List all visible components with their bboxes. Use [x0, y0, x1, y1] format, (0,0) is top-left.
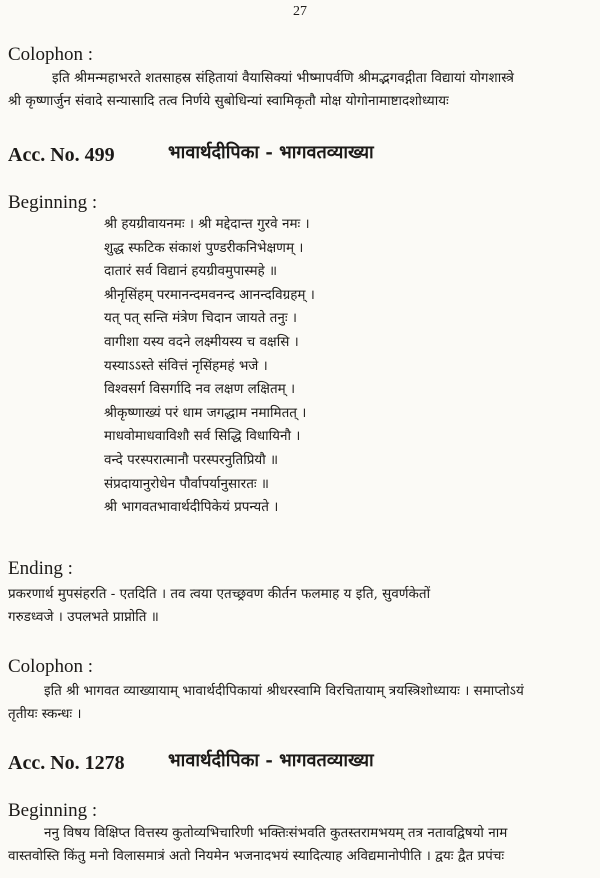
acc-title: भावार्थदीपिका - भागवतव्याख्या	[168, 750, 374, 771]
verse-line: यत् पत् सन्ति मंत्रेण चिदान जायते तनुः ।	[104, 310, 297, 327]
colophon-line: इति श्रीमन्महाभरते शतसाहस्र संहितायां वैयासिक्यां भीष्मापर्वणि श्रीमद्भगवद्गीता विद्यायां योगशास्त्रे	[52, 70, 514, 86]
verse-line: दातारं सर्व विद्यानं हयग्रीवमुपास्महे ॥	[104, 263, 278, 280]
verse-block	[104, 213, 315, 520]
acc-number: Acc. No. 499	[8, 144, 115, 166]
verse-line: श्री हयग्रीवायनमः । श्री मद्देदान्त गुरवे नमः ।	[104, 216, 310, 232]
verse-line: श्री भागवतभावार्थदीपिकेयं प्रपन्यते ।	[104, 499, 279, 516]
colophon-line: इति श्री भागवत व्याख्यायाम् भावार्थदीपिकायां श्रीधरस्वामि विरचितायाम् त्रयस्त्रिशोध्यायः । समाप्तोऽयं	[44, 683, 524, 699]
verse-line: वागीशा यस्य वदने लक्ष्मीयस्य च वक्षसि ।	[104, 333, 299, 350]
acc-number: Acc. No. 1278	[8, 752, 125, 774]
ending-line: गरुडध्वजे । उपलभते प्राप्नोति ॥	[8, 609, 159, 625]
verse-line: विश्वसर्ग विसर्गादि नव लक्षण लक्षितम् ।	[104, 381, 296, 398]
verse-line: संप्रदायानुरोधेन पौर्वापर्यानुसारतः ॥	[104, 475, 269, 492]
verse-line: माधवोमाधवाविशौ सर्व सिद्धि विधायिनौ ।	[104, 428, 301, 445]
acc-title: भावार्थदीपिका - भागवतव्याख्या	[168, 142, 374, 163]
beginning-line: ननु विषय विक्षिप्त वित्तस्य कुतोव्यभिचारिणी भक्तिःसंभवति कुतस्तरामभयम् तत्र नतावद्विषयो नाम	[44, 825, 508, 841]
verse-line: श्रीकृष्णाख्यं परं धाम जगद्धाम नमामितत् ।	[104, 404, 307, 421]
beginning-line: वास्तवोस्ति किंतु मनो विलासमात्रं अतो नियमेन भजनादभयं स्यादित्याह अविद्यमानोपीति । द्वयः द्वैत प्रपंचः	[8, 848, 505, 864]
ending-line: प्रकरणार्थ मुपसंहरति - एतदिति । तव त्वया एतच्छ्रवण कीर्तन फलमाह य इति, सुवर्णकेतों	[8, 586, 431, 602]
colophon-label: Colophon :	[8, 44, 93, 65]
colophon-line: श्री कृष्णार्जुन संवादे सन्यासादि तत्व निर्णये सुबोधिन्यां स्वामिकृतौ मोक्ष योगोनामाष्टादशोध्यायः	[8, 93, 449, 109]
beginning-label: Beginning :	[8, 192, 98, 213]
beginning-label: Beginning :	[8, 800, 98, 821]
page-number: 27	[293, 4, 307, 19]
verse-line: यस्याऽऽस्ते संवित्तं नृसिंहमहं भजे ।	[104, 357, 268, 374]
verse-line: श्रीनृसिंहम् परमानन्दमवनन्द आनन्दविग्रहम् ।	[104, 286, 315, 303]
verse-line: वन्दे परस्परात्मानौ परस्परनुतिप्रियौ ॥	[104, 451, 279, 468]
ending-label: Ending :	[8, 558, 73, 579]
colophon-line: तृतीयः स्कन्धः ।	[8, 706, 82, 722]
colophon-label: Colophon :	[8, 656, 93, 677]
verse-line: शुद्ध स्फटिक संकाशं पुण्डरीकनिभेक्षणम् ।	[104, 239, 304, 256]
